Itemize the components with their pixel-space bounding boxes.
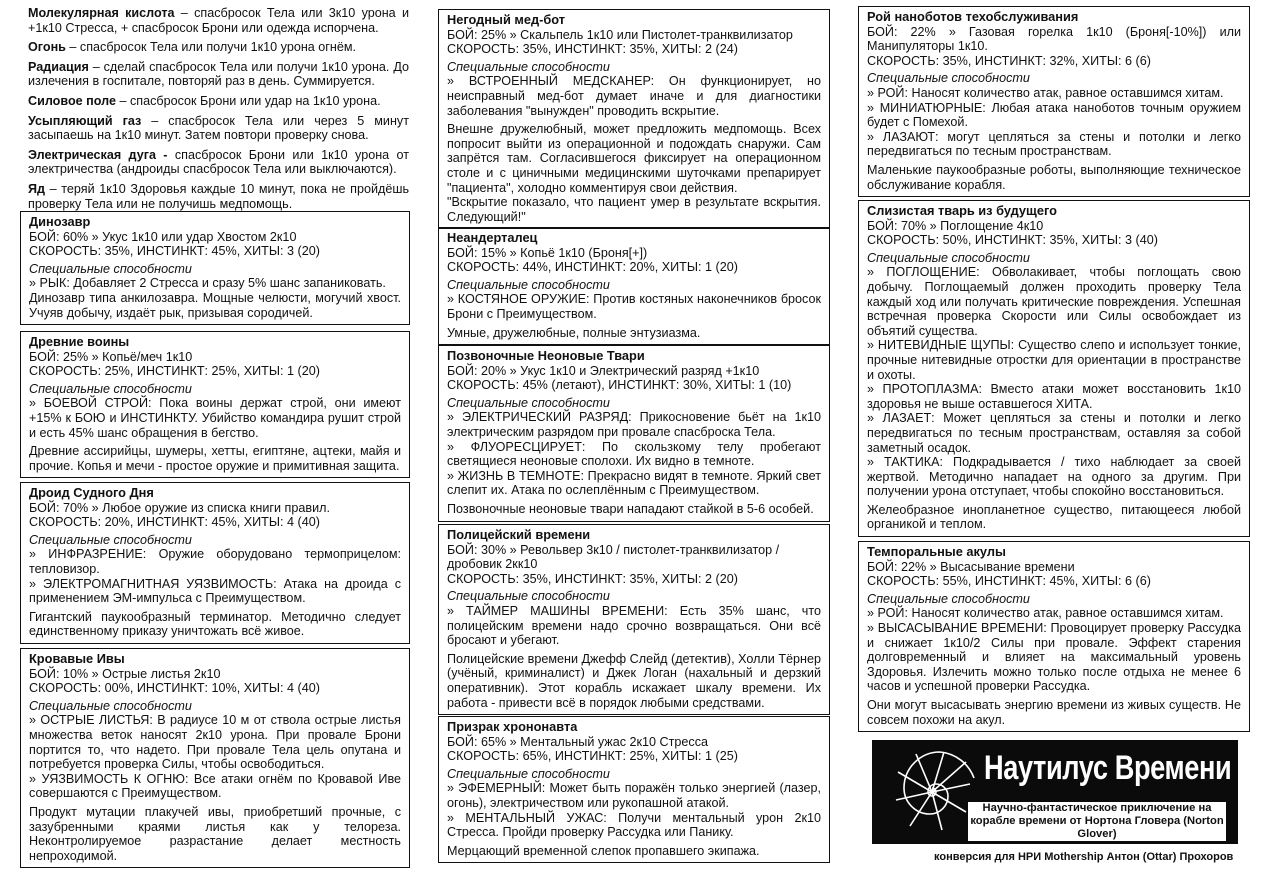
creature-card-neanderthal (438, 227, 830, 345)
special-heading: Специальные способности (447, 589, 610, 604)
creature-combat: БОЙ: 70% » Любое оружие из списка книги правил. (29, 500, 330, 515)
creature-card-medbot (438, 9, 830, 229)
creature-stats: СКОРОСТЬ: 55%, ИНСТИНКТ: 45%, ХИТЫ: 6 (6) (867, 574, 1151, 589)
hazard-acid: Молекулярная кислота – спасбросок Тела или 3к10 урона и +1к10 Стресса, + спасбросок Брони или одежда испорчена. (28, 6, 409, 35)
creature-stats: СКОРОСТЬ: 25%, ИНСТИНКТ: 25%, ХИТЫ: 1 (20) (29, 364, 320, 379)
creature-card-future-slime (858, 200, 1250, 537)
creature-name: Кровавые Ивы (29, 651, 125, 666)
creature-stats: СКОРОСТЬ: 35%, ИНСТИНКТ: 35%, ХИТЫ: 2 (24) (447, 42, 738, 57)
ability: » ПРОТОПЛАЗМА: Вместо атаки может восстановить 1к10 здоровья не выше оставшегося ХИТА. (867, 382, 1241, 411)
logo-subtitle: Научно-фантастическое приключение на корабле времени от Нортона Гловера (Norton Glover) (968, 802, 1226, 841)
hazard-poison: Яд – теряй 1к10 Здоровья каждые 10 минут, пока не пройдёшь проверку Тела или не получишь медпомощь. (28, 181, 409, 211)
creature-card-time-police (438, 524, 830, 715)
creature-stats: СКОРОСТЬ: 35%, ИНСТИНКТ: 45%, ХИТЫ: 3 (20) (29, 244, 320, 259)
creature-name: Неандерталец (447, 230, 538, 245)
creature-card-doomsday-droid (20, 482, 410, 644)
special-heading: Специальные способности (29, 532, 192, 547)
creature-description: Позвоночные неоновые твари нападают стайкой в 5-6 особей. (447, 501, 814, 516)
creature-combat: БОЙ: 60% » Укус 1к10 или удар Хвостом 2к10 (29, 229, 297, 244)
creature-stats: СКОРОСТЬ: 35%, ИНСТИНКТ: 32%, ХИТЫ: 6 (6) (867, 53, 1151, 68)
special-heading: Специальные способности (447, 59, 610, 74)
creature-combat: БОЙ: 15% » Копьё 1к10 (Броня[+]) (447, 245, 648, 260)
special-heading: Специальные способности (447, 395, 610, 410)
ability: » КОСТЯНОЕ ОРУЖИЕ: Против костяных наконечников бросок Брони с Преимуществом. (447, 292, 821, 321)
creature-name: Рой наноботов техобслуживания (867, 9, 1079, 24)
creature-card-neon-creatures (438, 345, 830, 522)
ability: » ТАЙМЕР МАШИНЫ ВРЕМЕНИ: Есть 35% шанс, что полицейским времени надо срочно возвращаться. Они всё бросают и убегают. (447, 603, 821, 648)
special-heading: Специальные способности (29, 261, 192, 276)
ability: » РОЙ: Наносят количество атак, равное оставшимся хитам. (867, 85, 1224, 100)
creature-combat: БОЙ: 22% » Высасывание времени (867, 559, 1075, 574)
creature-name: Позвоночные Неоновые Твари (447, 348, 645, 363)
creature-stats: СКОРОСТЬ: 50%, ИНСТИНКТ: 35%, ХИТЫ: 3 (40) (867, 233, 1158, 248)
conversion-credit: конверсия для НРИ Mothership Антон (Ottar) Прохоров (934, 851, 1234, 863)
title-logo (872, 740, 1238, 844)
creature-combat: БОЙ: 25% » Копьё/меч 1к10 (29, 349, 193, 364)
creature-description: Умные, дружелюбные, полные энтузиазма. (447, 325, 701, 340)
ability: » ВСТРОЕННЫЙ МЕДСКАНЕР: Он функционирует, но неисправный мед-бот думает иначе и для диагностики заболевания "вынужден" проводить вскрытие. (447, 74, 821, 118)
ability: » МИНИАТЮРНЫЕ: Любая атака наноботов точным оружием будет с Помехой. (867, 100, 1241, 130)
hazard-radiation: Радиация – сделай спасбросок Тела или получи 1к10 урона. До излечения в госпитале, повторяй раз в день. Суммируется. (28, 59, 409, 89)
creature-description: Продукт мутации плакучей ивы, приобретший прочные, с зазубренными краями листья как у телореза. Неконтролируемое разрастание делает местность непроходимой. (29, 804, 401, 863)
ability: » НИТЕВИДНЫЕ ЩУПЫ: Существо слепо и использует тонкие, прочные нитевидные отростки для ориентации в пространстве и охоты. (867, 338, 1241, 382)
ability: » РЫК: Добавляет 2 Стресса и сразу 5% шанс запаниковать. (29, 276, 386, 291)
creature-combat: БОЙ: 65% » Ментальный ужас 2к10 Стресса (447, 734, 709, 749)
special-heading: Специальные способности (867, 250, 1030, 265)
creature-name: Темпоральные акулы (867, 544, 1006, 559)
creature-card-ancient-warriors (20, 331, 410, 478)
creature-card-bloody-willows (20, 648, 410, 868)
creature-card-temporal-sharks (858, 541, 1250, 732)
ability: » ИНФРАЗРЕНИЕ: Оружие оборудовано термоприцелом: тепловизор. (29, 547, 401, 576)
creature-quote: "Вскрытие показало, что пациент умер в результате вскрытия. Следующий!" (447, 195, 821, 224)
creature-description: Древние ассирийцы, шумеры, хетты, египтяне, ацтеки, майя и прочие. Копья и мечи - простое оружие и примитивная защита. (29, 444, 401, 473)
creature-description: Гигантский паукообразный терминатор. Методично следует единственному приказу уничтожать всё живое. (29, 609, 401, 639)
creature-card-chrononaut-ghost (438, 716, 830, 863)
special-heading: Специальные способности (447, 766, 610, 781)
ability: » ЭФЕМЕРНЫЙ: Может быть поражён только энергией (лазер, огонь), электричеством или рукопашной атакой. (447, 781, 821, 810)
creature-name: Негодный мед-бот (447, 12, 566, 27)
creature-description: Полицейские времени Джефф Слейд (детектив), Холли Тёрнер (учёный, криминалист) и Джек Логан (нахальный и дерзкий оперативник). Этот корабль искажает шкалу времени. Их работа - привести всё в порядок любыми средствами. (447, 651, 821, 710)
ability: » УЯЗВИМОСТЬ К ОГНЮ: Все атаки огнём по Кровавой Иве совершаются с Преимуществом. (29, 771, 401, 801)
creature-combat: БОЙ: 20% » Укус 1к10 и Электрический разряд +1к10 (447, 363, 760, 378)
creature-description: Мерцающий временной слепок пропавшего экипажа. (447, 843, 760, 858)
hazard-force-field: Силовое поле – спасбросок Брони или удар на 1к10 урона. (28, 93, 381, 108)
ability: » ЛАЗАЮТ: могут цепляться за стены и потолки и легко передвигаться по тесным пространствам. (867, 129, 1241, 159)
creature-card-dinosaur (20, 211, 410, 325)
creature-stats: СКОРОСТЬ: 45% (летают), ИНСТИНКТ: 30%, ХИТЫ: 1 (10) (447, 378, 792, 393)
ability: » ЭЛЕКТРИЧЕСКИЙ РАЗРЯД: Прикосновение бьёт на 1к10 электрическим разрядом при провале спасброска Тела. (447, 410, 821, 439)
nautilus-shell-icon (880, 742, 980, 842)
creature-description: Желеобразное инопланетное существо, питающееся любой органикой и теплом. (867, 502, 1241, 532)
creature-description: Маленькие паукообразные роботы, выполняющие техническое обслуживание корабля. (867, 162, 1241, 192)
ability: » ВЫСАСЫВАНИЕ ВРЕМЕНИ: Провоцирует проверку Рассудка и снижает 1к10/2 Силы при провале. Эффект старения долговременный и влияет на максимальный уровень Здоровья. Излечить можно только после отдыха не менее 6 часов и успешной проверки Рассудка. (867, 620, 1241, 694)
creature-name: Полицейский времени (447, 527, 591, 542)
creature-combat: БОЙ: 70% » Поглощение 4к10 (867, 218, 1044, 233)
ability: » ЖИЗНЬ В ТЕМНОТЕ: Прекрасно видят в темноте. Яркий свет слепит их. Атака по ослеплённым с Преимуществом. (447, 468, 821, 498)
ability: » ОСТРЫЕ ЛИСТЬЯ: В радиусе 10 м от ствола острые листья множества веток наносят 2к10 урона. При провале Брони портится то, что надето. При провале Тела цель опутана и потребуется проверка Силы, чтобы освободиться. (29, 713, 401, 772)
ability: » ПОГЛОЩЕНИЕ: Обволакивает, чтобы поглощать свою добычу. Поглощаемый должен проходить проверку Тела каждый ход или получать критические повреждения. Успешная встречная проверка Скорости или Силы освобождает из объятий существа. (867, 265, 1241, 338)
hazards-list (28, 6, 409, 216)
creature-stats: СКОРОСТЬ: 20%, ИНСТИНКТ: 45%, ХИТЫ: 4 (40) (29, 515, 320, 530)
creature-card-nanobot-swarm (858, 6, 1250, 197)
hazard-fire: Огонь – спасбросок Тела или получи 1к10 урона огнём. (28, 40, 356, 55)
ability: » МЕНТАЛЬНЫЙ УЖАС: Получи ментальный урон 2к10 Стресса. Пройди проверку Рассудка или Панику. (447, 810, 821, 840)
ability: » ЛАЗАЕТ: Может цепляться за стены и потолки и легко передвигаться по тесным пространствам, оставляя за собой заметный осадок. (867, 411, 1241, 455)
creature-description: Динозавр типа анкилозавра. Мощные челюсти, могучий хвост. Учуяв добычу, издаёт рык, призывая сородичей. (29, 290, 401, 320)
hazard-electric-arc: Электрическая дуга - спасбросок Брони или 1к10 урона от электричества (андроиды спасбросок Тела или выключаются). (28, 147, 410, 177)
special-heading: Специальные способности (29, 698, 192, 713)
special-heading: Специальные способности (447, 277, 610, 292)
creature-name: Слизистая тварь из будущего (867, 203, 1057, 218)
ability: » ТАКТИКА: Подкрадывается / тихо наблюдает за своей жертвой. Методично нападает на одного за другим. При получении урона отступает, чтобы спокойно восстановиться. (867, 455, 1241, 499)
creature-name: Призрак хрононавта (447, 719, 578, 734)
creature-stats: СКОРОСТЬ: 65%, ИНСТИНКТ: 25%, ХИТЫ: 1 (25) (447, 749, 738, 764)
creature-combat: БОЙ: 25% » Скальпель 1к10 или Пистолет-транквилизатор (447, 27, 793, 42)
creature-name: Дроид Судного Дня (29, 485, 154, 500)
hazard-sleep-gas: Усыпляющий газ – спасбросок Тела или через 5 минут засыпаешь на 1к10 минут. Затем повтори проверку снова. (28, 113, 409, 143)
creature-name: Древние воины (29, 334, 130, 349)
creature-combat: БОЙ: 22% » Газовая горелка 1к10 (Броня[-10%]) или Манипуляторы 1к10. (867, 24, 1241, 54)
creature-description: Внешне дружелюбный, может предложить медпомощь. Всех попросит выйти из операционной и подождать снаружи. Сам запрётся там. Согласившегося фиксирует на операционном столе и с циничными медицинскими шуточками препарирует "пациента", холодно комментируя свои действия. (447, 122, 821, 195)
ability: » РОЙ: Наносят количество атак, равное оставшимся хитам. (867, 606, 1224, 621)
special-heading: Специальные способности (867, 71, 1030, 86)
creature-stats: СКОРОСТЬ: 35%, ИНСТИНКТ: 35%, ХИТЫ: 2 (20) (447, 571, 738, 586)
creature-stats: СКОРОСТЬ: 44%, ИНСТИНКТ: 20%, ХИТЫ: 1 (20) (447, 260, 738, 275)
logo-title: Наутилус Времени (984, 749, 1232, 787)
ability: » БОЕВОЙ СТРОЙ: Пока воины держат строй, они имеют +15% к БОЮ и ИНСТИНКТУ. Убийство командира рушит строй и есть 45% шанс обращения в бегство. (29, 396, 401, 440)
ability: » ЭЛЕКТРОМАГНИТНАЯ УЯЗВИМОСТЬ: Атака на дроида с применением ЭМ-импульса с Преимуществом. (29, 576, 401, 606)
creature-name: Динозавр (29, 214, 91, 229)
creature-stats: СКОРОСТЬ: 00%, ИНСТИНКТ: 10%, ХИТЫ: 4 (40) (29, 681, 320, 696)
ability: » ФЛУОРЕСЦИРУЕТ: По скользкому телу пробегают светящиеся неоновые сполохи. Их видно в темноте. (447, 439, 821, 469)
creature-combat: БОЙ: 30% » Револьвер 3к10 / пистолет-транквилизатор / дробовик 2кк10 (447, 542, 780, 572)
creature-combat: БОЙ: 10% » Острые листья 2к10 (29, 666, 221, 681)
special-heading: Специальные способности (867, 591, 1030, 606)
creature-description: Они могут высасывать энергию времени из живых существ. Не совсем похожи на акул. (867, 697, 1241, 727)
special-heading: Специальные способности (29, 381, 192, 396)
